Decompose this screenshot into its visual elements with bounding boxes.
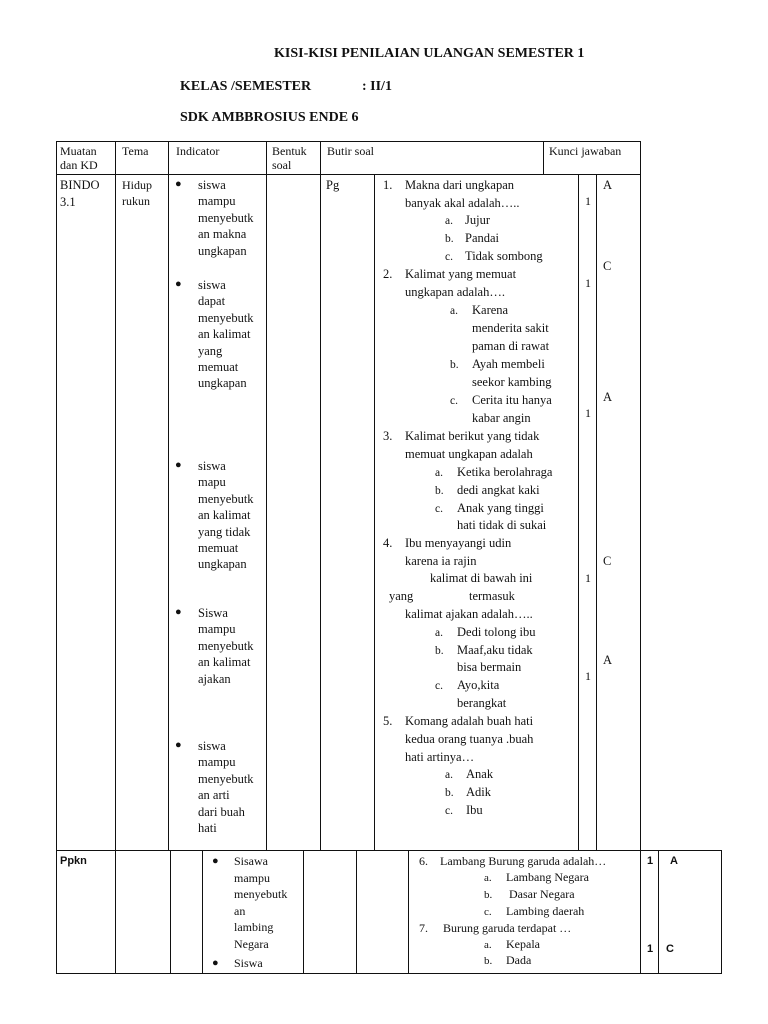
indicator-2: siswa dapat menyebutk an kalimat yang memuat ungkapan — [198, 278, 254, 391]
muatan-cell-2: 3.1 — [60, 195, 76, 209]
answer-2: C — [603, 259, 612, 273]
bullet-icon: ● — [175, 459, 182, 471]
bullet-icon: ● — [212, 855, 219, 867]
bullet-icon: ● — [175, 278, 182, 290]
bullet-icon: ● — [175, 606, 182, 618]
ppkn-answer-1: A — [670, 855, 678, 867]
ppkn-indicator: Sisawa mampu menyebutk an lambing Negara — [234, 854, 288, 951]
muatan-cell-1: BINDO — [60, 178, 100, 192]
header-bentuk-2: soal — [272, 158, 292, 172]
indicator-5: siswa mampu menyebutk an arti dari buah hati — [198, 739, 254, 836]
ppkn-cell: Ppkn — [60, 855, 87, 867]
score-2: 1 — [585, 276, 591, 290]
header-muatan-2: dan KD — [60, 158, 98, 172]
answer-1: A — [603, 178, 613, 192]
bullet-icon: ● — [175, 178, 182, 190]
score-3: 1 — [585, 406, 591, 420]
document-title: KISI-KISI PENILAIAN ULANGAN SEMESTER 1 — [274, 46, 585, 61]
answer-3: A — [603, 390, 613, 404]
indicator-1: siswa mampu menyebutk an makna ungkapan — [198, 178, 254, 258]
indicator-3: siswa mapu menyebutk an kalimat yang tidak memuat ungkapan — [198, 459, 254, 572]
header-butir: Butir soal — [327, 144, 374, 158]
header-bentuk-1: Bentuk — [272, 144, 307, 158]
header-muatan-1: Muatan — [60, 144, 97, 158]
answer-5: A — [603, 653, 613, 667]
indicator-4: Siswa mampu menyebutk an kalimat ajakan — [198, 606, 254, 686]
school-name: SDK AMBBROSIUS ENDE 6 — [180, 110, 359, 125]
score-4: 1 — [585, 571, 591, 585]
bullet-icon: ● — [175, 739, 182, 751]
bullet-icon: ● — [212, 957, 219, 969]
ppkn-score-2: 1 — [647, 943, 654, 955]
ppkn-answer-2: C — [666, 943, 674, 955]
tema-cell-1: Hidup — [122, 178, 152, 192]
bentuk-cell: Pg — [326, 178, 340, 192]
ppkn-score-1: 1 — [647, 855, 654, 867]
header-kunci: Kunci jawaban — [549, 144, 622, 158]
tema-cell-2: rukun — [122, 194, 150, 208]
kelas-value: : II/1 — [362, 79, 392, 94]
header-tema: Tema — [122, 144, 149, 158]
score-1: 1 — [585, 194, 591, 208]
header-indicator: Indicator — [176, 144, 220, 158]
ppkn-indicator-2: Siswa — [234, 956, 263, 970]
kelas-label: KELAS /SEMESTER — [180, 79, 312, 94]
answer-4: C — [603, 554, 612, 568]
score-5: 1 — [585, 669, 591, 683]
